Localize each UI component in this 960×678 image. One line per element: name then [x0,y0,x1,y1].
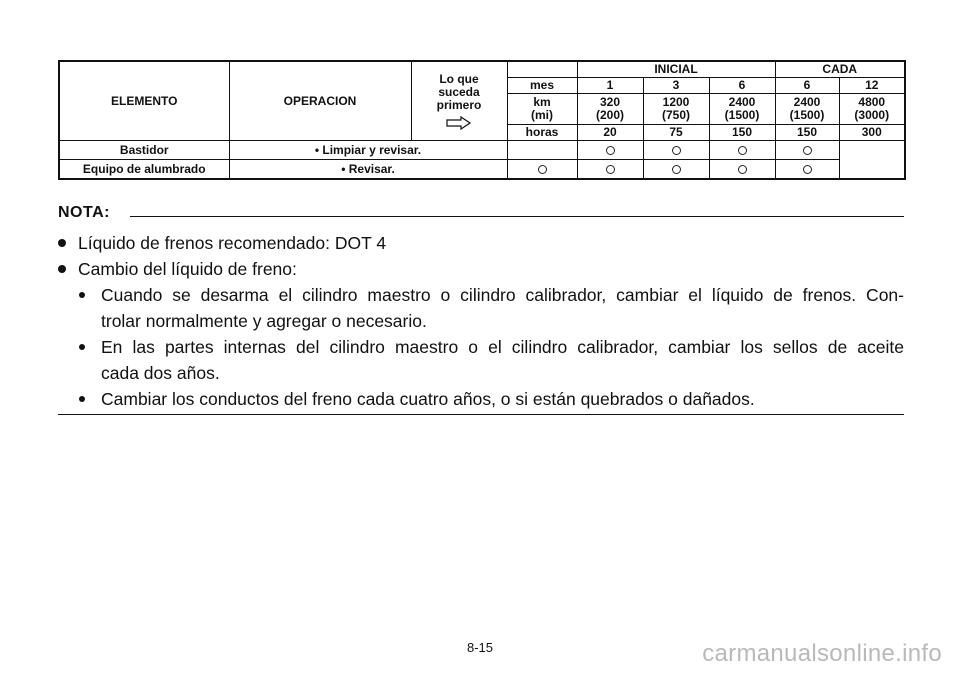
note-subitem-3: Cambiar los conductos del freno cada cuatro años, o si están quebrados o dañados. [101,389,755,409]
mark-cell [643,141,709,160]
row-elemento: Bastidor [59,141,229,160]
bullet-icon [58,265,66,273]
km-cell [577,94,643,125]
header-first-line2: suceda [438,84,480,99]
table-row [59,160,905,180]
row-elemento: Equipo de alumbrado [59,160,229,180]
km-cell [775,94,839,125]
header-first-line3: primero [436,97,482,112]
header-first-line1: Lo que [439,71,479,86]
mes-cell: 6 [775,78,839,94]
km-cell [839,94,905,125]
mes-cell: 3 [643,78,709,94]
note-item-dot4: Líquido de frenos recomendado: DOT 4 [78,233,387,253]
km-value: 2400 [793,95,821,109]
mes-cell: 6 [709,78,775,94]
horas-cell: 20 [577,125,643,141]
header-operacion: OPERACION [229,61,411,141]
mark-cell [709,160,775,180]
circle-mark-icon [672,146,681,155]
header-blank [507,61,577,78]
unit-mi-label: (mi) [531,108,553,122]
watermark: carmanualsonline.info [702,640,942,667]
nota-rule [130,216,904,217]
circle-mark-icon [606,146,615,155]
circle-mark-icon [738,146,747,155]
maintenance-table [58,60,906,180]
nota-label: NOTA: [58,204,110,221]
circle-mark-icon [803,165,812,174]
mark-cell [709,141,775,160]
km-cell [709,94,775,125]
mes-cell: 1 [577,78,643,94]
mes-cell: 12 [839,78,905,94]
circle-mark-icon [606,165,615,174]
nota-end-rule [58,414,904,415]
bullet-icon [79,396,85,402]
note-item-cambio: Cambio del líquido de freno: [78,259,297,279]
unit-horas: horas [507,125,577,141]
unit-km-label: km [533,95,551,109]
note-subitem-1-line2: trolar normalmente y agregar o necesario. [101,311,427,331]
header-first [411,61,507,141]
mark-cell [775,141,839,160]
header-elemento: ELEMENTO [59,61,229,141]
unit-mes: mes [507,78,577,94]
circle-mark-icon [803,146,812,155]
note-subitem-2-line2: cada dos años. [101,363,220,383]
outline-arrow-right-icon [446,116,472,130]
km-value: 2400 [728,95,756,109]
mark-cell [507,160,577,180]
circle-mark-icon [672,165,681,174]
row-operacion: • Revisar. [229,160,507,180]
km-value: 320 [599,95,621,109]
mark-cell [507,141,577,160]
circle-mark-icon [538,165,547,174]
header-inicial: INICIAL [577,61,775,78]
mi-value: (750) [661,108,690,122]
mi-value: (1500) [789,108,825,122]
km-value: 1200 [662,95,690,109]
header-cada: CADA [775,61,905,78]
unit-km [507,94,577,125]
mi-value: (3000) [854,108,890,122]
mark-cell [643,160,709,180]
bullet-icon [79,292,85,298]
mark-cell [577,160,643,180]
horas-cell: 150 [775,125,839,141]
note-subitem-2-line1: En las partes internas del cilindro maestro o el cilindro calibrador, cambiar los sellos de aceite [101,337,904,357]
page-number: 8-15 [466,640,494,655]
horas-cell: 150 [709,125,775,141]
bullet-icon [79,344,85,350]
table-row [59,141,905,160]
note-subitem-1-line1: Cuando se desarma el cilindro maestro o cilindro calibrador, cambiar el líquido de frenos. Con- [101,285,904,305]
mark-cell [577,141,643,160]
horas-cell: 300 [839,125,905,141]
horas-cell: 75 [643,125,709,141]
km-value: 4800 [858,95,886,109]
mi-value: (200) [595,108,624,122]
mi-value: (1500) [724,108,760,122]
circle-mark-icon [738,165,747,174]
row-operacion: • Limpiar y revisar. [229,141,507,160]
bullet-icon [58,239,66,247]
mark-cell [775,160,839,180]
km-cell [643,94,709,125]
